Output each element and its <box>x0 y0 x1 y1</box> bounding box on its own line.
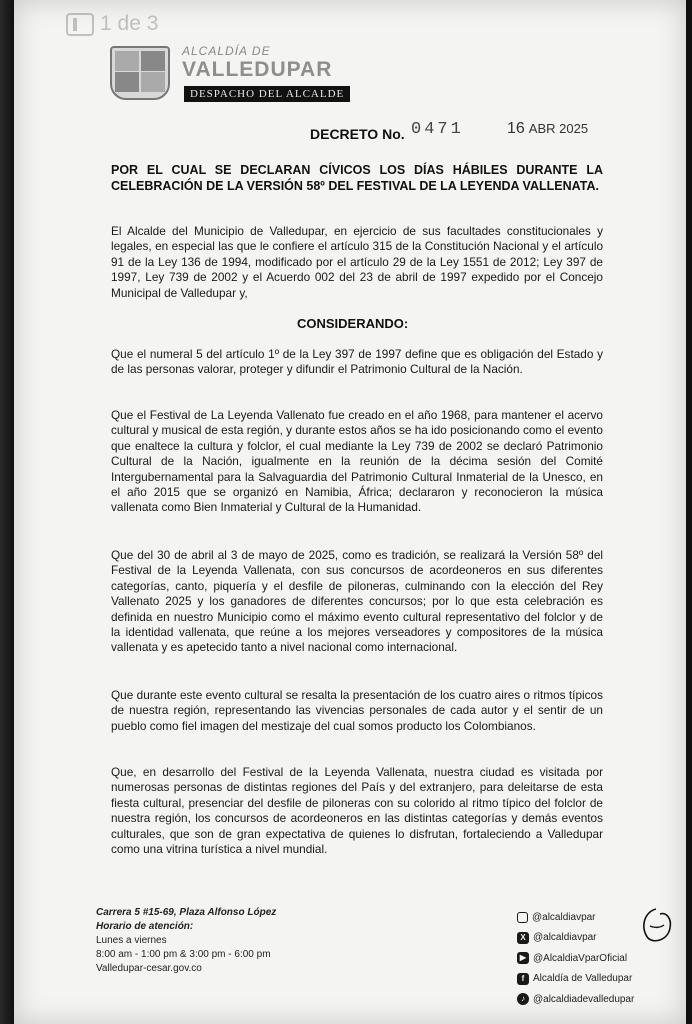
footer-hours-label: Horario de atención: <box>96 921 194 932</box>
social-handle: @alcaldiadevalledupar <box>533 993 635 1005</box>
considerando-paragraph-4: Que durante este evento cultural se resalta la presentación de los cuatro aires o ritmos típicos de nuestra región, representando las vivencias personales de cada autor y el sentir de un pueblo como fiel imagen del mestizaje del cual somos producto los Colombianos. <box>111 688 603 733</box>
social-youtube <box>517 948 634 969</box>
considerando-paragraph-3: Que del 30 de abril al 3 de mayo de 2025, como es tradición, se realizará la Versión 58º del Festival de la Leyenda Vallenata, con sus concursos de acordeoneros en sus diferentes categorías, canto, piquería y el desfile de piloneras, culminando con la elección del Rey Vallenato 2025 y los ganadores de diferentes concursos; por lo que esta celebración es definida en nuestro Municipio como el máximo evento cultural representativo del folclor y de la identidad vallenata, que reúne a los mejores verseadores y compositores de la música vallenata y es apetecido tanto a nivel nacional como internacional. <box>111 548 603 655</box>
social-instagram <box>517 907 634 928</box>
considerando-paragraph-2: Que el Festival de La Leyenda Vallenato fue creado en el año 1968, para mantener el acervo cultural y musical de esta región, y durante estos años se ha ido posicionando como el evento que enaltece la cultura y folclor, el cual mediante la Ley 739 de 2002 se declaró Patrimonio Cultural de la Nación, igualmente en la reunión de la décima sesión del Comité Intergubernamental para la Salvaguardia del Patrimonio Cultural Inmaterial de la Unesco, en el año 2015 que se organizó en Namibia, África; declararon y reconocieron la música vallenata como Bien Inmaterial y Cultural de la Humanidad. <box>111 408 603 515</box>
footer-address: Carrera 5 #15-69, Plaza Alfonso López <box>96 907 277 918</box>
pages-icon <box>66 13 94 36</box>
footer-hours: 8:00 am - 1:00 pm & 3:00 pm - 6:00 pm <box>96 949 271 960</box>
facebook-icon: f <box>517 973 529 985</box>
considerando-heading: CONSIDERANDO: <box>297 316 409 331</box>
decree-label: DECRETO No. <box>310 126 405 142</box>
considerando-paragraph-5: Que, en desarrollo del Festival de la Leyenda Vallenata, nuestra ciudad es visitada por numerosas personas de distintas regiones del País y del extranjero, para deleitarse de esta fiesta cultural, presenciar del desfile de piloneras con su colorido al ritmo típico del folclor de nuestra región, los concursos de acordeoneros en las distintas categorías y demás eventos culturales, que son de gran expectativa de quienes lo disfrutan, fortaleciendo a Valledupar como una vitrina turística a nivel mundial. <box>111 765 603 857</box>
social-tiktok <box>517 989 634 1010</box>
coat-of-arms-icon <box>110 46 170 100</box>
social-facebook <box>517 969 634 990</box>
handwritten-initial-icon <box>638 906 674 946</box>
youtube-icon: ▶ <box>517 952 529 964</box>
social-handle: @alcaldiavpar <box>532 911 596 923</box>
decree-date <box>507 120 588 138</box>
page-indicator <box>66 12 158 36</box>
social-handle: Alcaldía de Valledupar <box>533 973 633 985</box>
instagram-icon <box>517 912 528 923</box>
scan-right-edge <box>686 0 692 1024</box>
header-city: VALLEDUPAR <box>182 58 333 81</box>
footer-website: Valledupar-cesar.gov.co <box>96 963 202 974</box>
decree-title: POR EL CUAL SE DECLARAN CÍVICOS LOS DÍAS HÁBILES DURANTE LA CELEBRACIÓN DE LA VERSIÓN 58º DEL FESTIVAL DE LA LEYENDA VALLENATA. <box>111 163 603 193</box>
header-alcaldia: ALCALDÍA DE <box>182 44 271 58</box>
header-office: DESPACHO DEL ALCALDE <box>184 86 350 102</box>
tiktok-icon: ♪ <box>517 993 529 1005</box>
decree-month-year: ABR 2025 <box>528 121 589 136</box>
scan-left-edge <box>0 0 14 1024</box>
decree-day: 16 <box>507 120 525 137</box>
social-x <box>517 928 634 949</box>
social-links <box>517 907 634 1010</box>
x-icon: X <box>517 932 529 944</box>
footer-days: Lunes a viernes <box>96 935 167 946</box>
social-handle: @alcaldiavpar <box>533 932 597 944</box>
social-handle: @AlcaldiaVparOficial <box>533 952 628 964</box>
preamble-paragraph: El Alcalde del Municipio de Valledupar, en ejercicio de sus facultades constitucionales y legales, en especial las que le confiere el artículo 315 de la Constitución Nacional y el artículo 91 de la Ley 136 de 1994, modificado por el artículo 29 de la Ley 1551 de 2012; Ley 397 de 1997, Ley 739 de 2002 y el Acuerdo 002 del 23 de abril de 1997 expedido por el Concejo Municipal de Valledupar y, <box>111 224 603 300</box>
decree-number: 0471 <box>411 120 464 139</box>
considerando-paragraph-1: Que el numeral 5 del artículo 1º de la Ley 397 de 1997 define que es obligación del Estado y de las personas valorar, proteger y difundir el Patrimonio Cultural de la Nación. <box>111 347 603 377</box>
page-indicator-text: 1 de 3 <box>100 12 159 35</box>
footer-contact <box>96 906 276 976</box>
